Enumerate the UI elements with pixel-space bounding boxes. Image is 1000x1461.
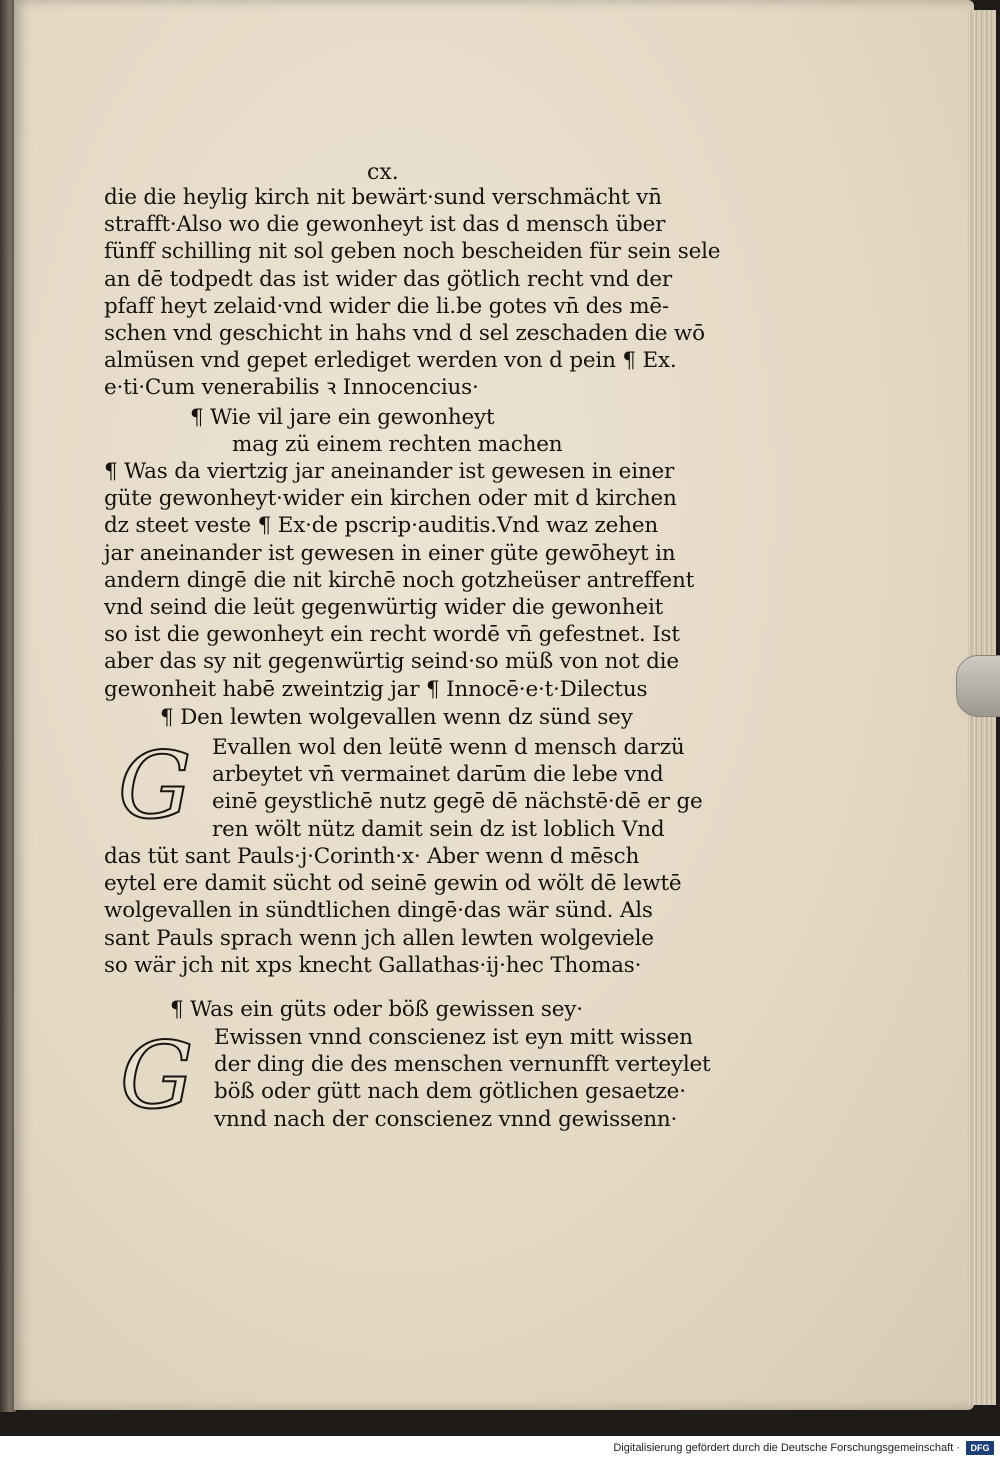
heading-1 [190, 404, 562, 458]
text-line: einē geystlichē nutz gegē dē nächstē·dē er ge [212, 789, 703, 815]
text-line: andern dingē die nit kirchē noch gotzheüser antreffent [104, 567, 695, 593]
heading-line: ¶ Den lewten wolgevallen wenn dz sünd sey [160, 705, 633, 730]
text-line: aber das sy nit gegenwürtig seind·so müß von not die [104, 649, 679, 675]
text-line: almüsen vnd gepet erlediget werden von d pein ¶ Ex. [104, 348, 677, 374]
text-line: vnd seind die leüt gegenwürtig wider die gewonheit [104, 594, 664, 620]
text-line: Evallen wol den leütē wenn d mensch darzü [212, 735, 685, 760]
text-line: die die heylig kirch nit bewärt·sund verschmächt vn̄ [104, 185, 662, 210]
text-line: e·ti·Cum venerabilis ꝛ Innocencius· [104, 375, 479, 401]
text-line: strafft·Also wo die gewonheyt ist das d mensch über [104, 212, 666, 238]
text-line: dz steet veste ¶ Ex·de pscrip·auditis.Vnd waz zehen [104, 513, 659, 539]
folio-number: cx. [367, 160, 399, 185]
paragraph-3 [104, 843, 681, 979]
decorated-initial: G [118, 732, 192, 839]
text-line: eytel ere damit sücht od seinē gewin od wölt dē lewtē [104, 871, 682, 897]
text-line: an dē todpedt das ist wider das götlich recht vnd der [104, 266, 672, 292]
paragraph-3-indented [212, 734, 703, 843]
text-line: jar aneinander ist gewesen in einer güte gewōheyt in [104, 540, 676, 566]
funding-credit: Digitalisierung gefördert durch die Deutsche Forschungsgemeinschaft · [613, 1442, 960, 1454]
text-line: so ist die gewonheyt ein recht wordē vn̄ gefestnet. Ist [104, 622, 680, 648]
heading-line: ¶ Was ein güts oder böß gewissen sey· [170, 997, 583, 1022]
text-line: vnnd nach der conscienez vnnd gewissenn· [214, 1106, 678, 1132]
text-line: ren wölt nütz damit sein dz ist loblich Vnd [212, 816, 665, 842]
text-line: güte gewonheyt·wider ein kirchen oder mit d kirchen [104, 486, 677, 512]
heading-line: mag zü einem rechten machen [232, 432, 563, 458]
text-line: wolgevallen in sündtlichen dingē·das wär sünd. Als [104, 898, 653, 924]
text-line: fünff schilling nit sol geben noch bescheiden für sein sele [104, 239, 721, 265]
paragraph-1 [104, 184, 720, 402]
heading-line: ¶ Wie vil jare ein gewonheyt [190, 405, 495, 430]
dfg-logo: DFG [966, 1441, 994, 1455]
text-line: ¶ Was da viertzig jar aneinander ist gewesen in einer [104, 459, 675, 484]
text-line: sant Pauls sprach wenn jch allen lewten wolgeviele [104, 925, 654, 951]
heading-2 [160, 704, 633, 731]
heading-3 [170, 996, 583, 1023]
text-line: das tüt sant Pauls·j·Corinth·x· Aber wenn d mēsch [104, 844, 640, 869]
decorated-initial: G [120, 1022, 194, 1129]
text-line: so wär jch nit xps knecht Gallathas·ij·hec Thomas· [104, 952, 642, 978]
text-line: böß oder gütt nach dem götlichen gesaetze· [214, 1079, 686, 1105]
text-line: der ding die des menschen vernunfft verteylet [214, 1052, 711, 1078]
text-line: arbeytet vn̄ vermainet darūm die lebe vnd [212, 762, 664, 788]
page-clip-tab [956, 655, 1000, 717]
text-line: schen vnd geschicht in hahs vnd d sel zeschaden die wō [104, 320, 705, 346]
paragraph-4-indented [214, 1024, 711, 1133]
paragraph-2 [104, 458, 694, 703]
text-line: pfaff heyt zelaid·vnd wider die li.be gotes vn̄ des mē- [104, 293, 669, 319]
text-line: Ewissen vnnd conscienez ist eyn mitt wissen [214, 1025, 693, 1050]
footer-bar [0, 1436, 1000, 1461]
text-line: gewonheit habē zweintzig jar ¶ Innocē·e·t·Dilectus [104, 676, 648, 702]
